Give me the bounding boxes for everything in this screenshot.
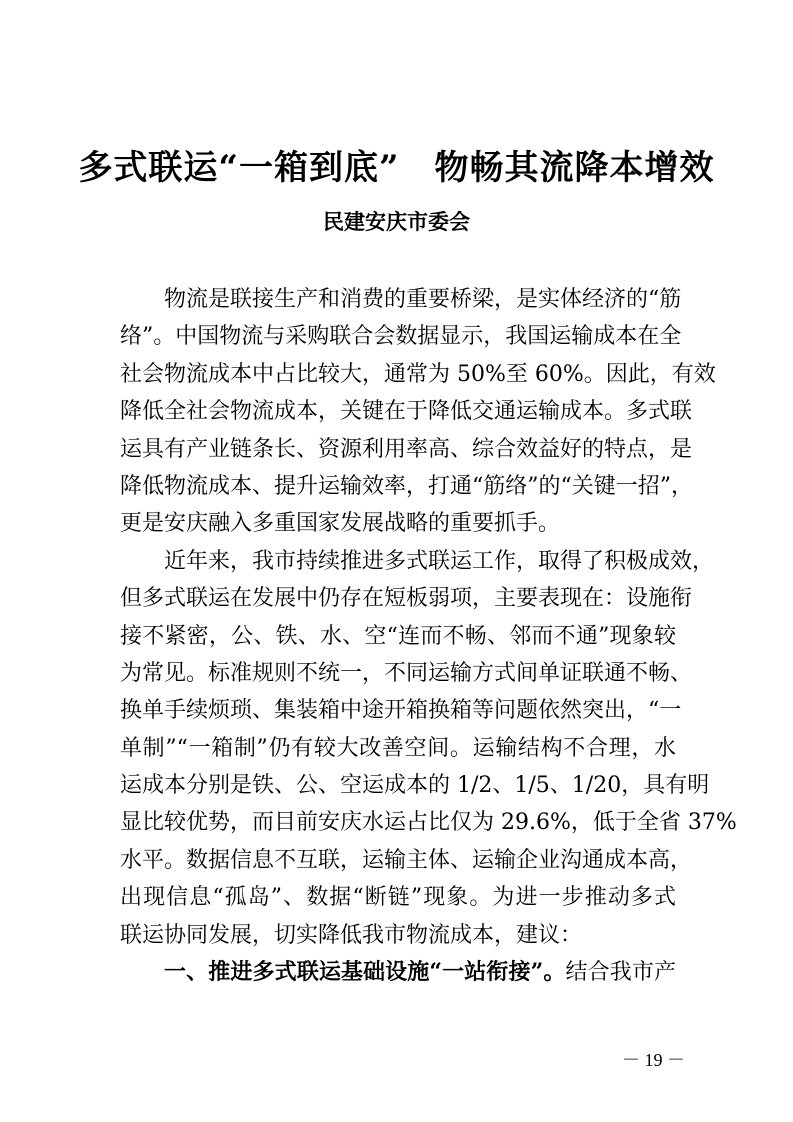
paragraph-line: 接不紧密，公、铁、水、空“连而不畅、邻而不通”现象较	[120, 623, 676, 649]
paragraph-line: 显比较优势，而目前安庆水运占比仅为 29.6%，低于全省 37%	[120, 810, 737, 836]
paragraph-line: 水平。数据信息不互联，运输主体、运输企业沟通成本高，	[120, 847, 693, 873]
paragraph-line: 换单手续烦琐、集装箱中途开箱换箱等问题依然突出，“一	[120, 698, 682, 724]
paragraph-line: 出现信息“孤岛”、数据“断链”现象。为进一步推动多式	[120, 885, 676, 911]
section-heading-line	[120, 954, 676, 991]
paragraph-line: 近年来，我市持续推进多式联运工作，取得了积极成效，	[164, 548, 715, 574]
paragraph-line: 物流是联接生产和消费的重要桥梁，是实体经济的“筋	[164, 287, 682, 312]
document-author: 民建安庆市委会	[323, 209, 470, 234]
document-body	[120, 281, 737, 991]
paragraph-line: 运具有产业链条长、资源利用率高、综合效益好的特点，是	[120, 436, 693, 462]
paragraph-line: 降低物流成本、提升运输效率，打通“筋络”的“关键一招”，	[120, 473, 693, 499]
document-title: 多式联运“一箱到底” 物畅其流降本增效	[78, 148, 715, 188]
section-heading: 一、推进多式联运基础设施“一站衔接”。	[164, 959, 566, 986]
paragraph-line: 络”。中国物流与采购联合会数据显示，我国运输成本在全	[120, 324, 682, 350]
section-heading-text: 结合我市产	[565, 960, 676, 986]
paragraph-line: 单制”“一箱制”仍有较大改善空间。运输结构不合理，水	[120, 735, 676, 761]
paragraph-line: 但多式联运在发展中仍存在短板弱项，主要表现在：设施衔	[120, 586, 693, 612]
paragraph-line: 社会物流成本中占比较大，通常为 50%至 60%。因此，有效	[120, 361, 716, 387]
paragraph-line: 联运协同发展，切实降低我市物流成本，建议：	[120, 922, 583, 948]
paragraph-line: 更是安庆融入多重国家发展战略的重要抓手。	[120, 511, 561, 537]
paragraph-line: 降低全社会物流成本，关键在于降低交通运输成本。多式联	[120, 399, 693, 425]
page-number: － 19 －	[622, 1050, 685, 1070]
paragraph-line: 运成本分别是铁、公、空运成本的 1/2、1/5、1/20，具有明	[120, 773, 710, 799]
paragraph-line: 为常见。标准规则不统一，不同运输方式间单证联通不畅、	[120, 660, 693, 686]
